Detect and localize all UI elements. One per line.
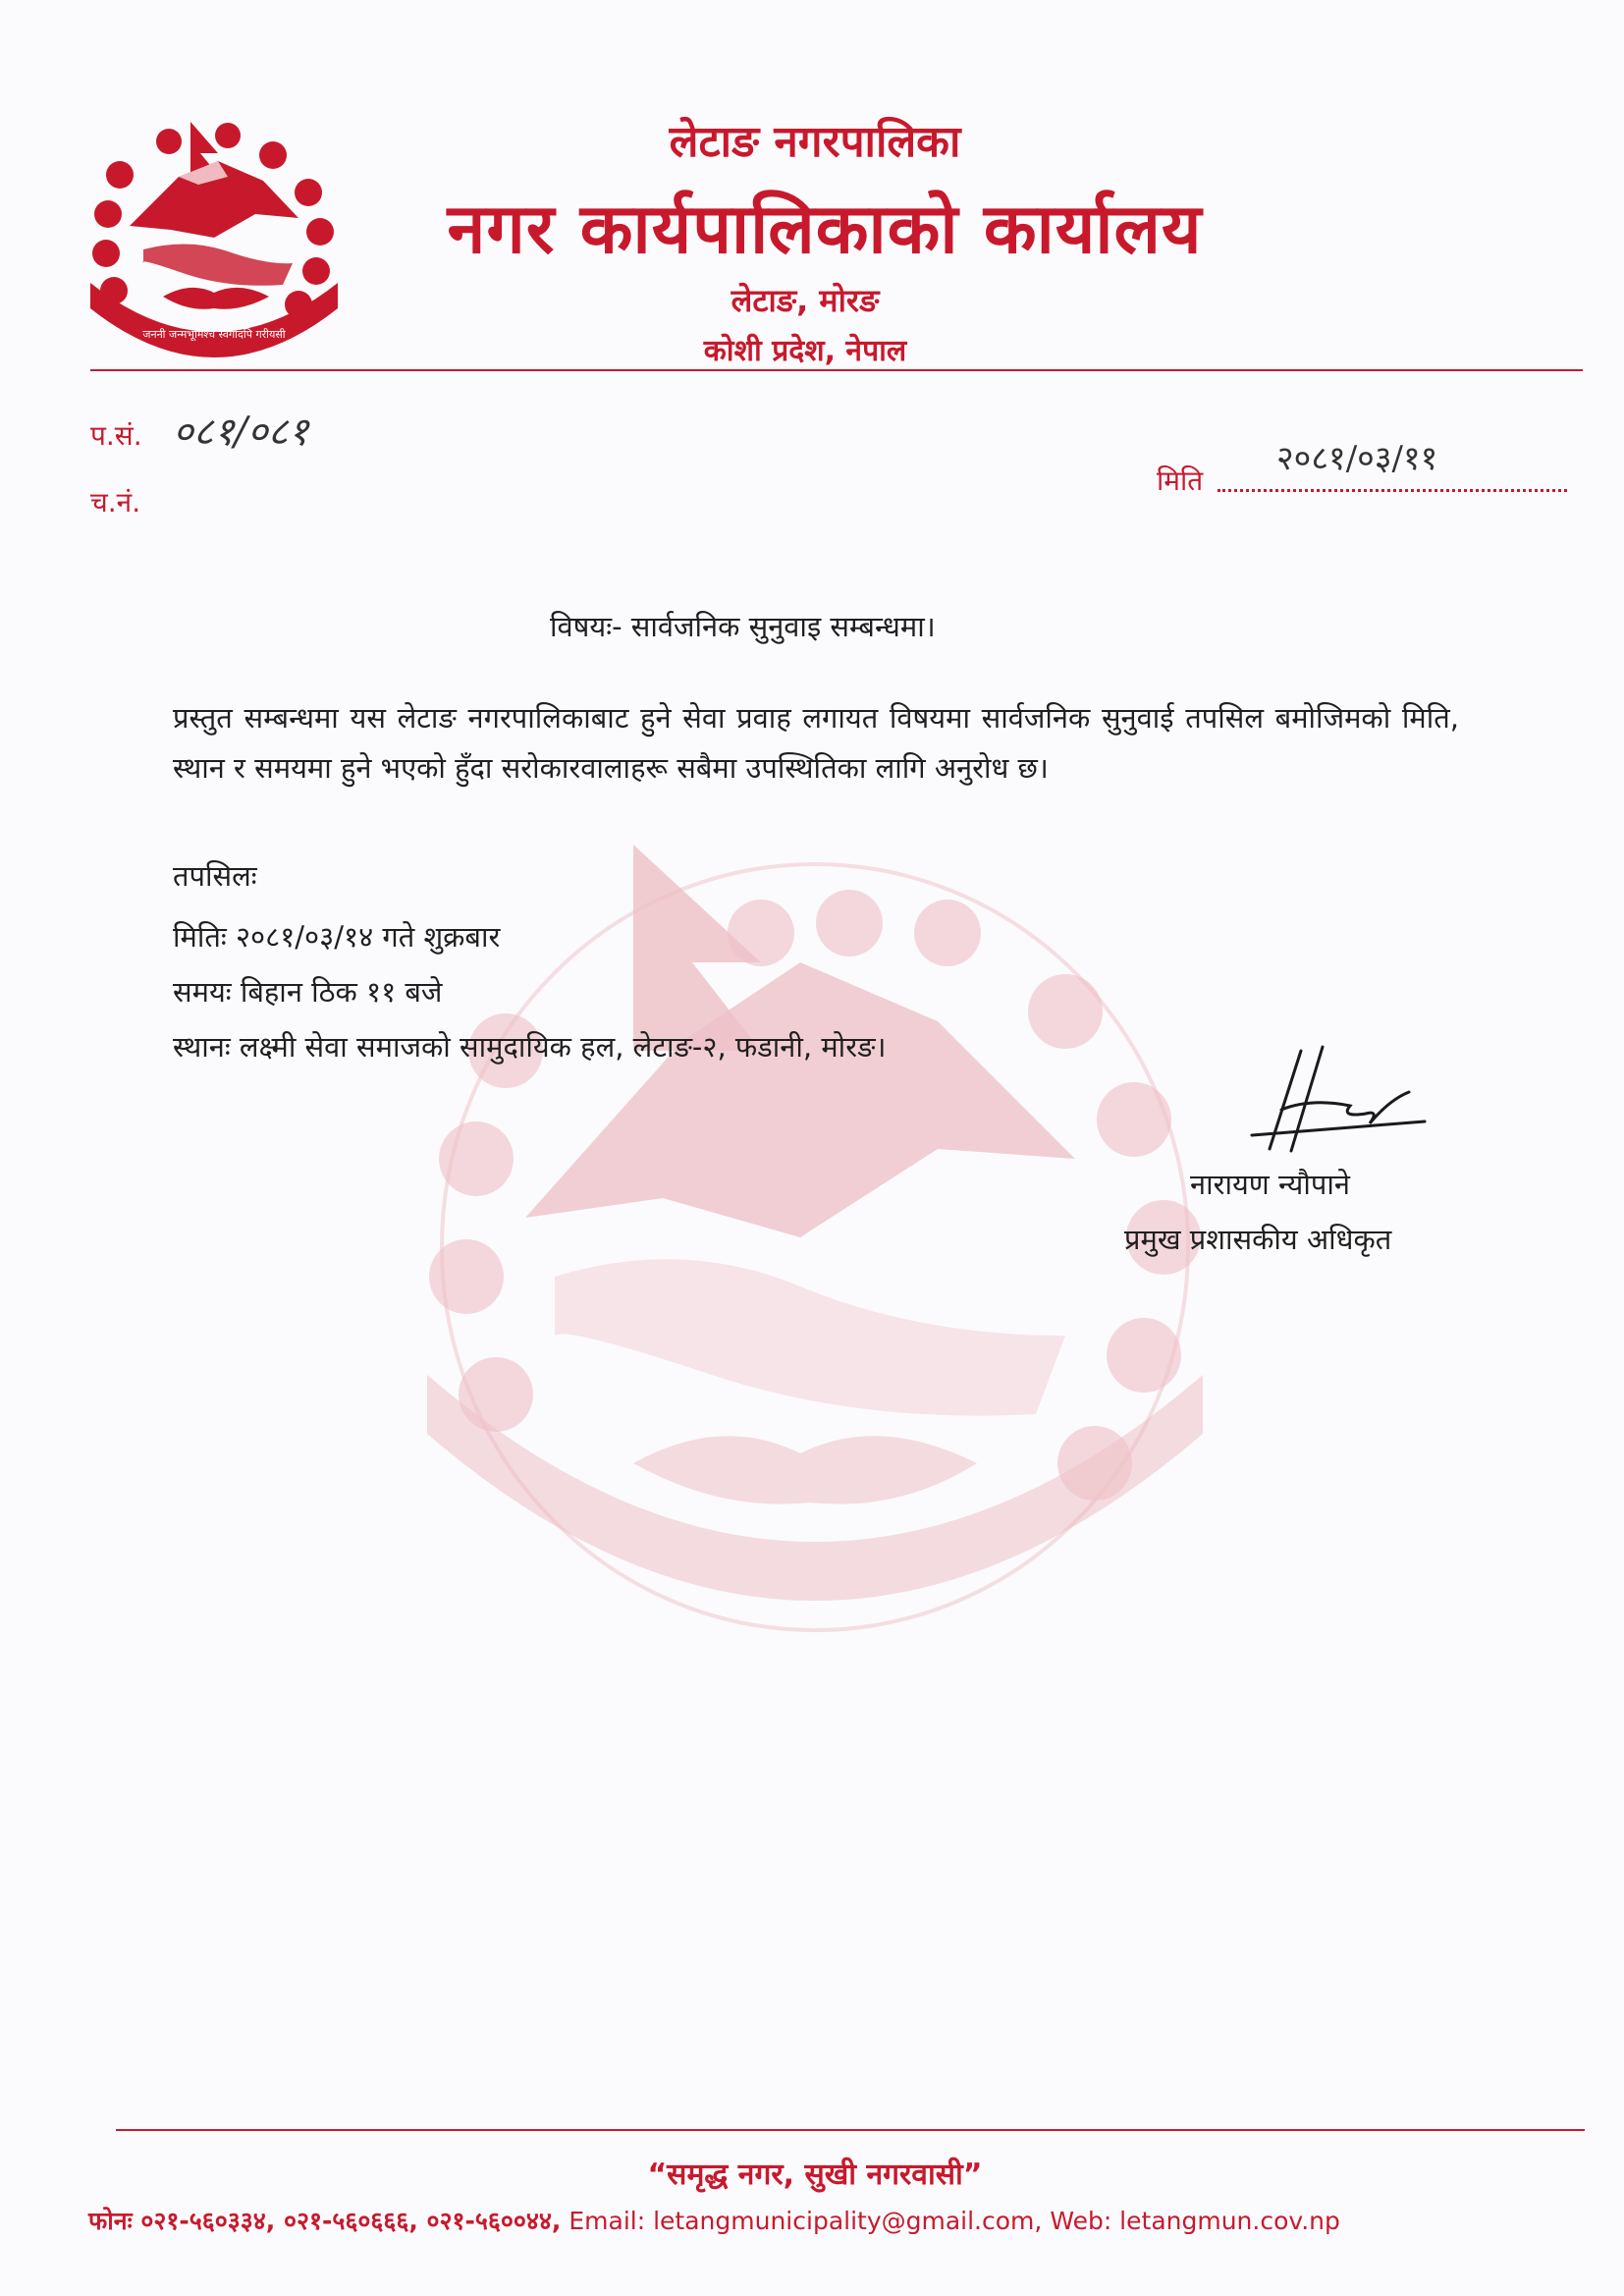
handwritten-signature: [1242, 1041, 1429, 1159]
watermark-emblem: [388, 825, 1242, 1669]
footer-motto: “समृद्ध नगर, सुखी नगरवासी”: [647, 2158, 983, 2192]
municipality-name: लेटाङ नगरपालिका: [669, 117, 961, 167]
reference-number-value: ०८१/०८१: [173, 410, 309, 455]
signer-name: नारायण न्यौपाने: [1190, 1168, 1350, 1201]
date-dotted-line: [1218, 489, 1567, 492]
detail-date: मितिः २०८१/०३/१४ गते शुक्रबार: [173, 920, 501, 954]
municipality-emblem: [81, 116, 348, 361]
detail-time: समयः बिहान ठिक ११ बजे: [173, 975, 443, 1009]
letter-subject: विषयः- सार्वजनिक सुनुवाइ सम्बन्धमा।: [550, 610, 936, 643]
emblem-motto-text: जननी जन्मभूमिश्च स्वर्गादपि गरीयसी: [142, 328, 286, 341]
footer-web[interactable]: Web: letangmun.cov.np: [1050, 2207, 1340, 2235]
letter-body: प्रस्तुत सम्बन्धमा यस लेटाङ नगरपालिकाबाट हुने सेवा प्रवाह लगायत विषयमा सार्वजनिक सुनुवाई तपसिल बमोजिमको मिति, स्थान र समयमा हुने भएको हुँदा सरोकारवालाहरू सबैमा उपस्थितिका लागि अनुरोध छ।: [173, 701, 1459, 785]
detail-venue: स्थानः लक्ष्मी सेवा समाजको सामुदायिक हल, लेटाङ-२, फडानी, मोरङ।: [173, 1030, 887, 1064]
reference-number-label: प.सं.: [90, 419, 142, 452]
signer-title: प्रमुख प्रशासकीय अधिकृत: [1124, 1223, 1392, 1256]
footer-contact: [88, 2204, 1600, 2237]
dispatch-number-label: च.नं.: [90, 486, 141, 519]
footer-phones: फोनः ०२१-५६०३३४, ०२१-५६०६६६, ०२१-५६००४४,: [88, 2207, 562, 2235]
address-line-1: लेटाङ, मोरङ: [731, 282, 880, 319]
footer-divider: [116, 2129, 1585, 2131]
date-value: २०८१/०३/११: [1276, 439, 1438, 478]
address-line-2: कोशी प्रदेश, नेपाल: [703, 334, 907, 368]
date-label: मिति: [1157, 465, 1204, 497]
details-heading: तपसिलः: [173, 859, 257, 893]
footer-email[interactable]: Email: letangmunicipality@gmail.com,: [568, 2207, 1043, 2235]
header-divider: [90, 369, 1583, 371]
office-name: नगर कार्यपालिकाको कार्यालय: [447, 189, 1203, 269]
